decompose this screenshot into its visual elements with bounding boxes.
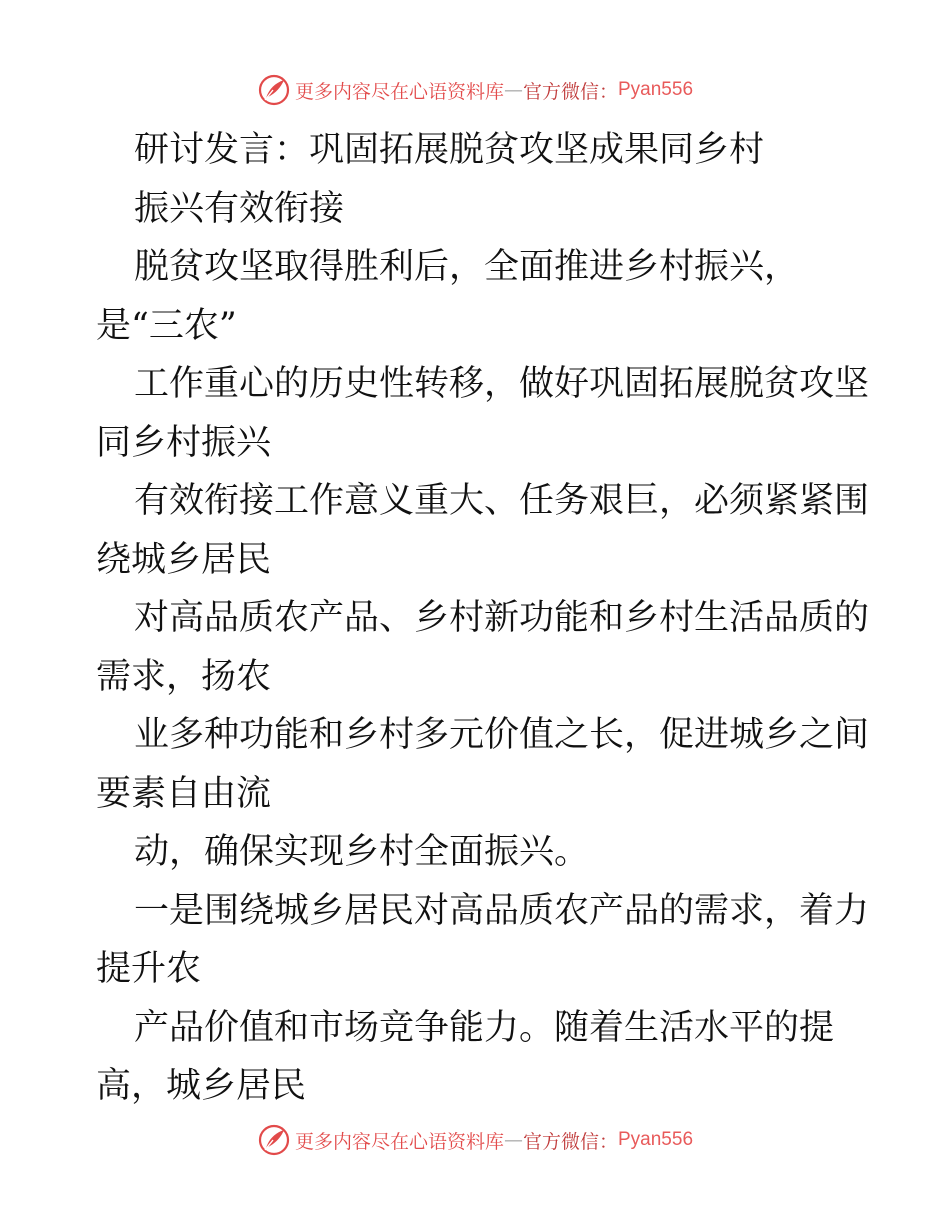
banner-wechat-label: 官方微信： xyxy=(522,1130,618,1153)
paragraph-line: 有效衔接工作意义重大、任务艰巨，必须紧紧围 xyxy=(134,481,870,521)
paragraph-line-continuation: 同乡村振兴 xyxy=(96,422,272,463)
header-banner xyxy=(0,70,950,110)
paragraph-line-continuation: 提升农 xyxy=(96,949,202,989)
paragraph-line: 研讨发言：巩固拓展脱贫攻坚成果同乡村 xyxy=(134,130,765,170)
paragraph-line: 业多种功能和乡村多元价值之长，促进城乡之间 xyxy=(134,715,870,755)
paragraph-line: 对高品质农产品、乡村新功能和乡村生活品质的 xyxy=(134,598,870,638)
paragraph-line: 产品价值和市场竞争能力。随着生活水平的提 xyxy=(134,1007,835,1048)
paragraph-line-continuation: 需求，扬农 xyxy=(96,656,272,697)
feather-pen-logo-icon xyxy=(257,1123,291,1157)
paragraph-line: 一是围绕城乡居民对高品质农产品的需求，着力 xyxy=(134,890,870,931)
feather-pen-logo-icon xyxy=(257,73,291,107)
banner-brand-text: 更多内容尽在心语资料库 xyxy=(294,80,504,103)
banner-account-id: Pyan556 xyxy=(618,1129,694,1150)
banner-separator: — xyxy=(503,1129,523,1151)
paragraph-line: 动，确保实现乡村全面振兴。 xyxy=(134,832,590,872)
banner-account-id: Pyan556 xyxy=(618,79,694,100)
footer-banner xyxy=(0,1120,950,1160)
paragraph-line-continuation: 高，城乡居民 xyxy=(96,1066,307,1106)
banner-separator: — xyxy=(503,79,523,101)
paragraph-line-continuation: 是“三农” xyxy=(96,305,237,346)
paragraph-line: 脱贫攻坚取得胜利后，全面推进乡村振兴， xyxy=(134,247,800,287)
paragraph-line: 振兴有效衔接 xyxy=(134,188,345,229)
paragraph-line-continuation: 绕城乡居民 xyxy=(96,539,272,580)
banner-brand-text: 更多内容尽在心语资料库 xyxy=(294,1130,504,1153)
banner-wechat-label: 官方微信： xyxy=(522,80,618,103)
paragraph-line: 工作重心的历史性转移，做好巩固拓展脱贫攻坚 xyxy=(134,364,870,404)
paragraph-line-continuation: 要素自由流 xyxy=(96,773,272,814)
